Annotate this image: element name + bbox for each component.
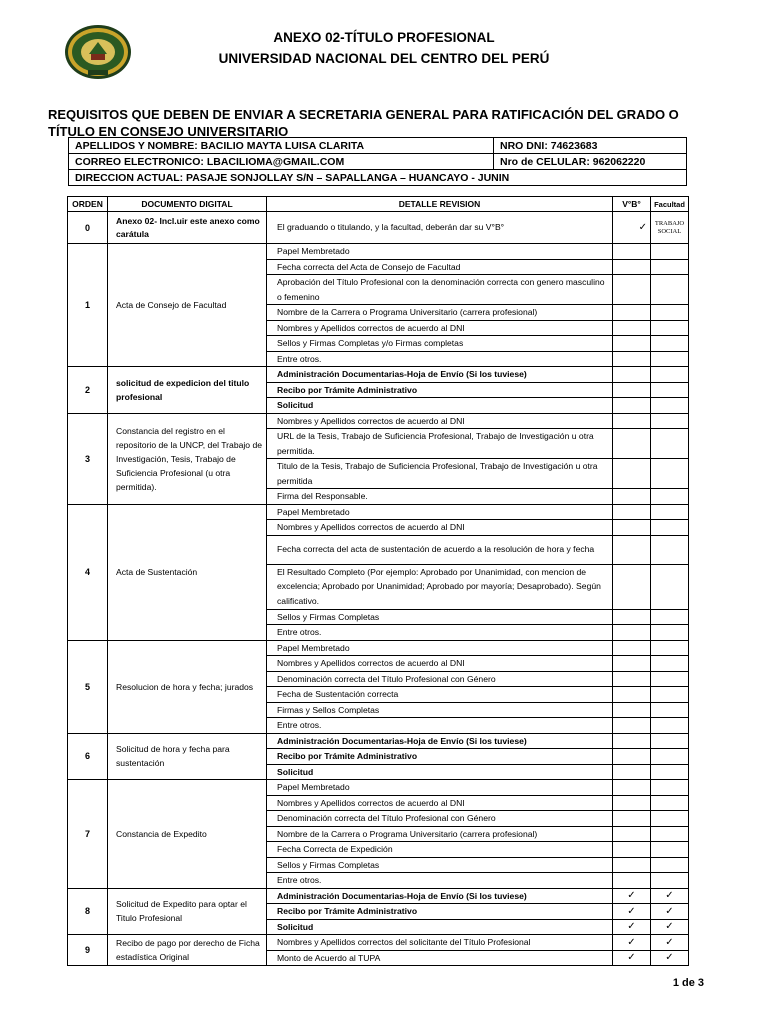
- facultad-cell: [651, 351, 689, 367]
- facultad-cell: [651, 398, 689, 414]
- vb-cell: [613, 842, 651, 858]
- check-icon: ✓: [665, 952, 674, 964]
- applicant-info-table: [68, 137, 687, 186]
- applicant-address: DIRECCION ACTUAL: PASAJE SONJOLLAY S/N – SAPALLANGA – HUANCAYO - JUNIN: [69, 170, 687, 186]
- vb-cell: [613, 520, 651, 536]
- detalle-cell: Nombres y Apellidos correctos de acuerdo al DNI: [267, 795, 613, 811]
- check-icon: ✓: [638, 222, 647, 233]
- facultad-cell: [651, 795, 689, 811]
- vb-cell: [613, 489, 651, 505]
- detalle-cell: Denominación correcta del Título Profesional con Género: [267, 811, 613, 827]
- detalle-cell: Nombre de la Carrera o Programa Universitario (carrera profesional): [267, 826, 613, 842]
- facultad-cell: [651, 857, 689, 873]
- detalle-cell: Administración Documentarias-Hoja de Envío (Si los tuviese): [267, 733, 613, 749]
- vb-cell: [613, 795, 651, 811]
- vb-cell: [613, 336, 651, 352]
- vb-cell: [613, 625, 651, 641]
- applicant-name: APELLIDOS Y NOMBRE: BACILIO MAYTA LUISA CLARITA: [69, 138, 494, 154]
- facultad-cell: [651, 413, 689, 429]
- facultad-cell: [651, 764, 689, 780]
- detalle-cell: Papel Membretado: [267, 504, 613, 520]
- detalle-cell: Fecha correcta del acta de sustentación de acuerdo a la resolución de hora y fecha: [267, 535, 613, 564]
- facultad-value: TRABAJO SOCIAL: [654, 219, 685, 235]
- document-title: ANEXO 02-TÍTULO PROFESIONAL: [273, 30, 495, 45]
- facultad-cell: [651, 671, 689, 687]
- facultad-cell: [651, 244, 689, 260]
- facultad-cell: [651, 687, 689, 703]
- detalle-cell: El Resultado Completo (Por ejemplo: Aprobado por Unanimidad, con mencion de excelencia; Aprobado por Unanimidad; Aprobado por mayoría; Desaprobado). Según calificativo.: [267, 564, 613, 609]
- facultad-cell: [651, 749, 689, 765]
- vb-cell: [613, 640, 651, 656]
- vb-cell: [613, 413, 651, 429]
- orden-cell: 7: [68, 780, 108, 889]
- applicant-phone: Nro de CELULAR: 962062220: [494, 154, 687, 170]
- vb-cell: [613, 275, 651, 305]
- detalle-cell: Fecha de Sustentación correcta: [267, 687, 613, 703]
- documento-cell: Recibo de pago por derecho de Ficha estadística Original: [108, 935, 267, 966]
- vb-cell: [613, 687, 651, 703]
- orden-cell: 0: [68, 212, 108, 244]
- vb-cell: [613, 398, 651, 414]
- detalle-cell: Nombres y Apellidos correctos de acuerdo al DNI: [267, 320, 613, 336]
- detalle-cell: Solicitud: [267, 919, 613, 935]
- vb-cell: [613, 367, 651, 383]
- detalle-cell: URL de la Tesis, Trabajo de Suficiencia Profesional, Trabajo de Investigación u otra permitida.: [267, 429, 613, 459]
- vb-cell: [613, 244, 651, 260]
- orden-cell: 1: [68, 244, 108, 367]
- vb-cell: [613, 564, 651, 609]
- orden-cell: 3: [68, 413, 108, 504]
- vb-cell: [613, 382, 651, 398]
- vb-cell: [613, 857, 651, 873]
- table-row: [68, 244, 689, 260]
- col-documento: DOCUMENTO DIGITAL: [108, 197, 267, 212]
- vb-cell: [613, 702, 651, 718]
- table-header-row: [68, 197, 689, 212]
- detalle-cell: Fecha Correcta de Expedición: [267, 842, 613, 858]
- facultad-cell: [651, 212, 689, 244]
- detalle-cell: Nombres y Apellidos correctos de acuerdo al DNI: [267, 413, 613, 429]
- detalle-cell: El graduando o titulando, y la facultad, deberán dar su V°B°: [267, 212, 613, 244]
- detalle-cell: Aprobación del Título Profesional con la denominación correcta con genero masculino o femenino: [267, 275, 613, 305]
- vb-cell: [613, 749, 651, 765]
- documento-cell: Anexo 02- Incl.uir este anexo como carátula: [108, 212, 267, 244]
- check-icon: ✓: [627, 952, 636, 964]
- detalle-cell: Monto de Acuerdo al TUPA: [267, 950, 613, 966]
- facultad-cell: [651, 826, 689, 842]
- facultad-cell: [651, 733, 689, 749]
- facultad-cell: [651, 718, 689, 734]
- facultad-cell: [651, 489, 689, 505]
- orden-cell: 8: [68, 888, 108, 935]
- col-vb: V°B°: [613, 197, 651, 212]
- detalle-cell: Fecha correcta del Acta de Consejo de Facultad: [267, 259, 613, 275]
- documento-cell: Constancia de Expedito: [108, 780, 267, 889]
- vb-cell: [613, 904, 651, 920]
- facultad-cell: [651, 950, 689, 966]
- facultad-cell: [651, 609, 689, 625]
- detalle-cell: Entre otros.: [267, 873, 613, 889]
- vb-cell: [613, 656, 651, 672]
- detalle-cell: Solicitud: [267, 398, 613, 414]
- vb-cell: [613, 950, 651, 966]
- orden-cell: 6: [68, 733, 108, 780]
- detalle-cell: Papel Membretado: [267, 244, 613, 260]
- facultad-cell: [651, 305, 689, 321]
- check-icon: ✓: [665, 921, 674, 933]
- detalle-cell: Nombres y Apellidos correctos del solicitante del Título Profesional: [267, 935, 613, 951]
- vb-cell: [613, 873, 651, 889]
- check-icon: ✓: [665, 890, 674, 902]
- detalle-cell: Nombres y Apellidos correctos de acuerdo al DNI: [267, 520, 613, 536]
- facultad-cell: [651, 888, 689, 904]
- facultad-cell: [651, 275, 689, 305]
- vb-cell: [613, 811, 651, 827]
- detalle-cell: Nombres y Apellidos correctos de acuerdo al DNI: [267, 656, 613, 672]
- detalle-cell: Administración Documentarias-Hoja de Envío (Si los tuviese): [267, 367, 613, 383]
- facultad-cell: [651, 904, 689, 920]
- facultad-cell: [651, 625, 689, 641]
- detalle-cell: Nombre de la Carrera o Programa Universitario (carrera profesional): [267, 305, 613, 321]
- facultad-cell: [651, 935, 689, 951]
- facultad-cell: [651, 873, 689, 889]
- page-number: 1 de 3: [672, 977, 704, 989]
- detalle-cell: Sellos y Firmas Completas y/o Firmas completas: [267, 336, 613, 352]
- vb-cell: [613, 459, 651, 489]
- vb-cell: [613, 305, 651, 321]
- documento-cell: solicitud de expedicion del titulo profesional: [108, 367, 267, 414]
- detalle-cell: Solicitud: [267, 764, 613, 780]
- detalle-cell: Recibo por Trámite Administrativo: [267, 904, 613, 920]
- facultad-cell: [651, 842, 689, 858]
- detalle-cell: Entre otros.: [267, 351, 613, 367]
- orden-cell: 4: [68, 504, 108, 640]
- university-name: UNIVERSIDAD NACIONAL DEL CENTRO DEL PERÚ: [218, 51, 550, 66]
- detalle-cell: Entre otros.: [267, 625, 613, 641]
- detalle-cell: Sellos y Firmas Completas: [267, 857, 613, 873]
- facultad-cell: [651, 320, 689, 336]
- vb-cell: [613, 919, 651, 935]
- facultad-cell: [651, 259, 689, 275]
- documento-cell: Acta de Consejo de Facultad: [108, 244, 267, 367]
- documento-cell: Solicitud de hora y fecha para sustentación: [108, 733, 267, 780]
- facultad-cell: [651, 336, 689, 352]
- detalle-cell: Denominación correcta del Título Profesional con Género: [267, 671, 613, 687]
- facultad-cell: [651, 811, 689, 827]
- vb-cell: [613, 429, 651, 459]
- col-facultad: Facultad: [651, 197, 689, 212]
- vb-cell: [613, 733, 651, 749]
- documento-cell: Solicitud de Expedito para optar el Titulo Profesional: [108, 888, 267, 935]
- facultad-cell: [651, 520, 689, 536]
- vb-cell: [613, 504, 651, 520]
- orden-cell: 2: [68, 367, 108, 414]
- orden-cell: 5: [68, 640, 108, 733]
- vb-cell: [613, 888, 651, 904]
- documento-cell: Resolucion de hora y fecha; jurados: [108, 640, 267, 733]
- vb-cell: [613, 826, 651, 842]
- facultad-cell: [651, 382, 689, 398]
- facultad-cell: [651, 640, 689, 656]
- vb-cell: [613, 259, 651, 275]
- vb-cell: [613, 320, 651, 336]
- check-icon: ✓: [627, 921, 636, 933]
- requirements-heading: REQUISITOS QUE DEBEN DE ENVIAR A SECRETARIA GENERAL PARA RATIFICACIÓN DEL GRADO O TÍTULO EN CONSEJO UNIVERSITARIO: [48, 107, 679, 139]
- detalle-cell: Recibo por Trámite Administrativo: [267, 749, 613, 765]
- detalle-cell: Papel Membretado: [267, 780, 613, 796]
- detalle-cell: Sellos y Firmas Completas: [267, 609, 613, 625]
- col-orden: ORDEN: [68, 197, 108, 212]
- detalle-cell: Firma del Responsable.: [267, 489, 613, 505]
- facultad-cell: [651, 656, 689, 672]
- requirements-table: [67, 196, 689, 966]
- facultad-cell: [651, 429, 689, 459]
- vb-cell: [613, 718, 651, 734]
- facultad-cell: [651, 780, 689, 796]
- vb-cell: [613, 671, 651, 687]
- detalle-cell: Titulo de la Tesis, Trabajo de Suficiencia Profesional, Trabajo de Investigación u otra permitida: [267, 459, 613, 489]
- documento-cell: Acta de Sustentación: [108, 504, 267, 640]
- check-icon: ✓: [627, 936, 636, 948]
- facultad-cell: [651, 535, 689, 564]
- facultad-cell: [651, 504, 689, 520]
- detalle-cell: Administración Documentarias-Hoja de Envío (Si los tuviese): [267, 888, 613, 904]
- facultad-cell: [651, 702, 689, 718]
- vb-cell: [613, 535, 651, 564]
- vb-cell: [613, 764, 651, 780]
- detalle-cell: Entre otros.: [267, 718, 613, 734]
- vb-cell: [613, 212, 651, 244]
- col-detalle: DETALLE REVISION: [267, 197, 613, 212]
- check-icon: ✓: [665, 936, 674, 948]
- vb-cell: [613, 780, 651, 796]
- vb-cell: [613, 609, 651, 625]
- facultad-cell: [651, 564, 689, 609]
- vb-cell: [613, 351, 651, 367]
- orden-cell: 9: [68, 935, 108, 966]
- vb-cell: [613, 935, 651, 951]
- applicant-email: CORREO ELECTRONICO: LBACILIOMA@GMAIL.COM: [69, 154, 494, 170]
- detalle-cell: Firmas y Sellos Completas: [267, 702, 613, 718]
- table-row: [68, 212, 689, 244]
- applicant-dni: NRO DNI: 74623683: [494, 138, 687, 154]
- detalle-cell: Papel Membretado: [267, 640, 613, 656]
- detalle-cell: Recibo por Trámite Administrativo: [267, 382, 613, 398]
- documento-cell: Constancia del registro en el repositorio de la UNCP, del Trabajo de Investigación, Tesis, Trabajo de Suficiencia Profesional (u otra permitida).: [108, 413, 267, 504]
- check-icon: ✓: [665, 905, 674, 917]
- facultad-cell: [651, 459, 689, 489]
- facultad-cell: [651, 367, 689, 383]
- check-icon: ✓: [627, 890, 636, 902]
- facultad-cell: [651, 919, 689, 935]
- check-icon: ✓: [627, 905, 636, 917]
